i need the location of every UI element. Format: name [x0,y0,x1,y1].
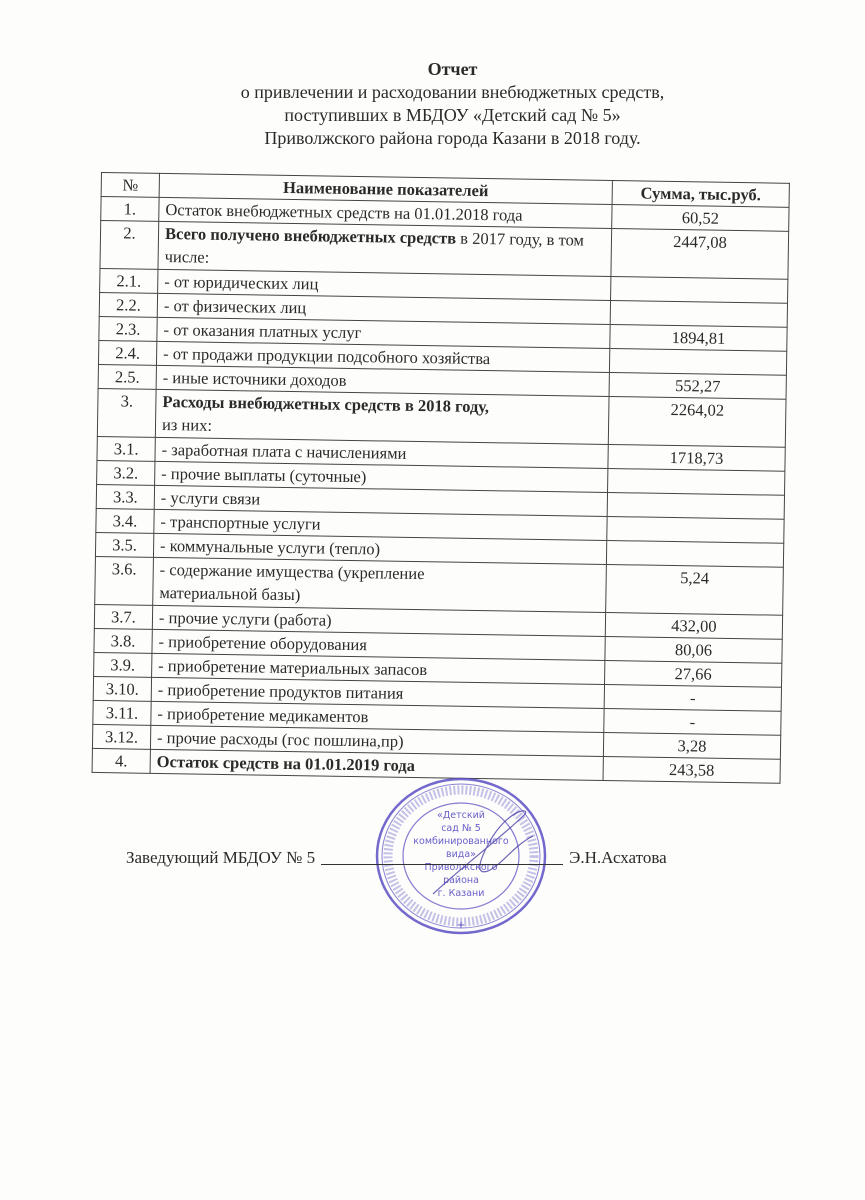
signature-block [126,848,667,868]
row-value: - [604,708,781,735]
row-number: 3.3. [96,484,154,509]
signature-position: Заведующий МБДОУ № 5 [126,848,316,867]
row-name: - приобретение медикаментов [151,701,604,732]
row-value: 2264,02 [608,397,786,448]
report-subtitle-line-2: поступивших в МБДОУ «Детский сад № 5» [284,105,621,125]
row-name-bold: Всего получено внебюджетных средств [164,224,457,248]
row-name: - приобретение продуктов питания [151,677,604,708]
row-number: 2.4. [98,340,156,365]
row-value [610,301,787,328]
row-value [607,492,784,519]
row-value: 60,52 [612,205,789,232]
row-value: 80,06 [605,636,782,663]
svg-text:вида»: вида» [446,849,476,860]
row-value [608,468,785,495]
row-value [607,516,784,543]
row-name: - прочие расходы (гос пошлина,пр) [150,725,603,756]
row-value: 243,58 [603,756,780,783]
row-number: 2.3. [99,316,157,341]
signature-name: Э.Н.Асхатова [569,848,667,867]
row-number: 3. [97,388,156,437]
row-number: 3.4. [96,508,154,533]
row-number: 3.12. [92,724,150,749]
row-name: - коммунальные услуги (тепло) [153,533,606,564]
row-name-rest: из них: [161,414,213,435]
report-subtitle-line-3: Приволжского района города Казани в 2018 году. [264,128,641,148]
report-table [92,172,790,784]
row-value: 1718,73 [608,445,785,472]
row-name: Остаток средств на 01.01.2019 года [150,749,603,780]
svg-text:комбинированного: комбинированного [413,836,509,847]
row-name [155,389,609,444]
row-name [158,221,612,276]
row-value [606,540,783,567]
row-number: 3.6. [95,556,154,605]
row-value [609,349,786,376]
row-name: - от юридических лиц [158,269,611,300]
row-number: 3.8. [94,628,152,653]
row-name: Остаток внебюджетных средств на 01.01.2018 года [159,197,612,228]
row-value: 1894,81 [610,325,787,352]
row-number: 2.5. [98,364,156,389]
row-number: 2.2. [99,292,157,317]
row-number: 2.1. [100,268,158,293]
row-name: - заработная плата с начислениями [155,437,608,468]
row-name: - от физических лиц [157,293,610,324]
svg-text:сад № 5: сад № 5 [441,823,481,834]
report-title: Отчет [427,59,478,79]
row-number: 3.1. [97,436,155,461]
row-name: - иные источники доходов [156,365,609,396]
row-value: 432,00 [605,612,782,639]
svg-text:г. Казани: г. Казани [437,888,485,899]
row-number: 4. [92,748,150,773]
row-number: 2. [100,221,159,270]
column-header-number: № [101,173,159,198]
row-value: 3,28 [603,732,780,759]
row-value: 27,66 [605,660,782,687]
row-value [611,277,788,304]
row-value: 552,27 [609,373,786,400]
row-name: - транспортные услуги [154,509,607,540]
row-number: 3.9. [94,652,152,677]
row-name: - приобретение материальных запасов [152,653,605,684]
row-value: 5,24 [606,564,784,615]
svg-text:района: района [443,875,479,886]
row-name-rest: в 2017 году, в том числе: [164,228,585,267]
report-table-container [92,172,789,784]
row-name: - от продажи продукции подсобного хозяйства [156,341,609,372]
row-value: 2447,08 [611,229,789,280]
row-number: 3.5. [95,532,153,557]
row-name: - прочие услуги (работа) [152,605,605,636]
svg-text:«Детский: «Детский [437,810,485,821]
row-number: 3.7. [94,604,152,629]
row-name: - приобретение оборудования [152,629,605,660]
row-number: 1. [101,197,159,222]
signature-line [321,864,563,865]
report-subtitle-line-1: о привлечении и расходовании внебюджетных средств, [240,82,665,102]
column-header-sum: Сумма, тыс.руб. [612,181,789,208]
column-header-name: Наименование показателей [159,173,612,204]
report-header [0,58,865,150]
row-name: - прочие выплаты (суточные) [155,461,608,492]
svg-text:+: + [456,920,466,931]
row-name: - от оказания платных услуг [157,317,610,348]
row-number: 3.10. [93,676,151,701]
row-name-bold: Расходы внебюджетных средств в 2018 году, [162,391,490,417]
svg-text:Приволжского: Приволжского [424,862,498,873]
row-number: 3.11. [93,700,151,725]
row-name: - содержание имущества (укрепление материальной базы) [153,557,607,612]
row-name: - услуги связи [154,485,607,516]
row-number: 3.2. [97,460,155,485]
row-value: - [604,684,781,711]
